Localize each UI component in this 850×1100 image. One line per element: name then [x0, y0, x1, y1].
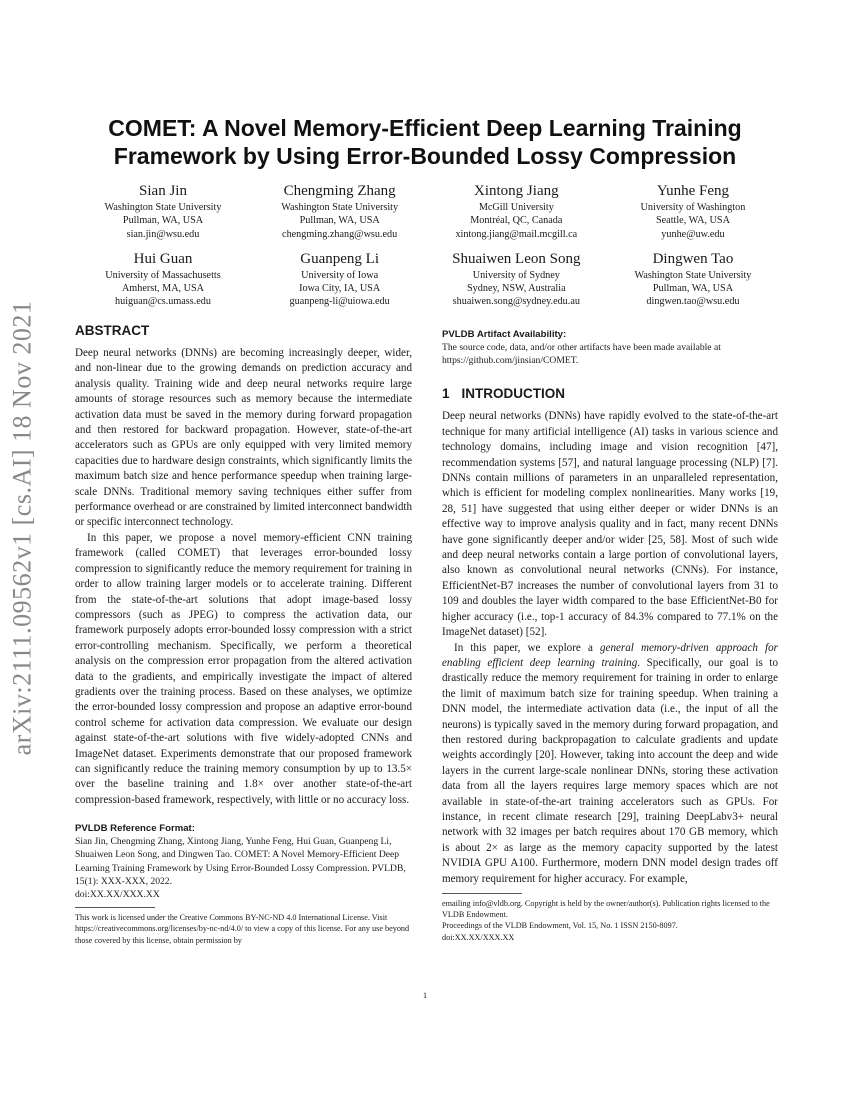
author-row-2 [78, 250, 778, 309]
author-name: Sian Jin [139, 183, 187, 199]
page-number: 1 [422, 990, 428, 1000]
left-column [75, 322, 412, 946]
license-note: This work is licensed under the Creative Commons BY-NC-ND 4.0 International License. Visit https://creativecommons.org/licenses/by-nc-nd/4.0/ to view a copy of this license. For any use beyond those covered by this license, obtain permission by [75, 913, 410, 945]
author-name: Guanpeng Li [300, 250, 380, 267]
author-location: Seattle, WA, USA [655, 215, 730, 227]
author-affiliation: University of Washington [640, 202, 746, 213]
author-name: Dingwen Tao [652, 250, 734, 267]
author-name: Xintong Jiang [474, 183, 559, 199]
intro-paragraph-1: Deep neural networks (DNNs) have rapidly evolved to the state-of-the-art technique for many artificial intelligence (AI) tasks in various science and technology domains, including image and vision recognition [47], recommendation systems [57], and natural language processing (NLP) [7]. DNNs contain millions of parameters in an unparalleled representation, which is efficient for modeling complex nonlinearities. Many works [19, 28, 51] have suggested that using either deeper or wider DNNs is an effective way to improve analysis quality and in fact, many recent DNNs have gone significantly deeper and/or wider [25, 58]. Most of such wide and deep neural networks contain a large portion of convolutional layers, also known as convolutional neural networks (CNNs). For instance, EfficientNet-B7 increases the number of convolutional layers from 31 to 109 and doubles the layer width compared to the base EfficientNet-B0 for higher accuracy (i.e., top-1 accuracy of 84.3% compared to 77.1% on the ImageNet dataset) [52]. [442, 410, 778, 639]
author-block [78, 182, 778, 318]
author-affiliation: Washington State University [634, 269, 752, 281]
author-location: Pullman, WA, USA [122, 215, 204, 227]
arxiv-watermark [5, 298, 39, 758]
author-row-1 [78, 182, 778, 241]
footnote-copyright: emailing info@vldb.org. Copyright is held by the owner/author(s). Publication rights licensed to the VLDB Endowment. [442, 899, 770, 920]
author-hui-guan [78, 250, 248, 309]
section-title: INTRODUCTION [461, 386, 566, 402]
author-affiliation: Washington State University [104, 202, 222, 213]
footnote-proceedings: Proceedings of the VLDB Endowment, Vol. 15, No. 1 ISSN 2150-8097. [442, 921, 678, 931]
intro-p2-rest: . Specifically, our goal is to drastically reduce the memory requirement for training in order to enlarge the limit of maximum batch size for training speedup. When training a DNN model, the intermediate activation data (i.e., the input of all the neurons) is typically saved in the memory during forward propagation, and then restored during backpropagation to calculate gradients and update weights accordingly [20]. However, taking into account the deep and wide layers in the current large-scale nonlinear DNNs, storing these activation data from all the layers requires large memory spaces which are not available in state-of-the-art training accelerators such as GPUs. For instance, in recent climate research [29], training DeepLabv3+ neural network with 32 images per batch requires about 170 GB memory, which is about 2× as large as the memory capacity supported by the latest NVIDIA GPU A100. Furthermore, modern DNN model design trades off memory requirement for higher accuracy. For example, [442, 656, 779, 885]
footnote-rule-right [442, 893, 522, 894]
title-line-2: Framework by Using Error-Bounded Lossy Compression [113, 143, 737, 169]
author-location: Pullman, WA, USA [299, 215, 380, 227]
author-xintong-jiang [431, 182, 601, 241]
intro-p2-start: In this paper, we explore a [454, 641, 600, 654]
author-email[interactable]: huiguan@cs.umass.edu [115, 296, 211, 308]
abstract-paragraph-2: In this paper, we propose a novel memory-efficient CNN training framework (called COMET) that leverages error-bounded lossy compression to significantly reduce the memory requirement for training in order to allow training larger models or to accelerate training. Different from the state-of-the-art solutions that adopt image-based lossy compressors (such as JPEG) to compress the activation data, our framework purposely adopts error-bounded lossy compression with a strict error-controlling mechanism. Specifically, we perform a theoretical analysis on the compression error propagation from the altered activation data to the gradients, and empirically investigate the impact of altered gradients over the training process. Based on these analyses, we optimize the error-bounded lossy compression and propose an adaptive error-bound control scheme for activation data compression. We evaluate our design against state-of-the-art solutions with five widely-adopted CNNs and ImageNet dataset. Experiments demonstrate that our proposed framework can significantly reduce the training memory consumption by up to 13.5× over the baseline training and 1.8× over another state-of-the-art compression-based framework, respectively, with little or no accuracy loss. [75, 531, 412, 806]
author-location: Pullman, WA, USA [652, 283, 734, 295]
author-email[interactable]: guanpeng-li@uiowa.edu [289, 296, 390, 308]
author-location: Montréal, QC, Canada [470, 215, 563, 227]
title-line-1: COMET: A Novel Memory-Efficient Deep Learning Training [108, 115, 742, 141]
author-email[interactable]: shuaiwen.song@sydney.edu.au [452, 296, 580, 308]
reference-format-heading: PVLDB Reference Format: [75, 823, 195, 835]
artifact-heading: PVLDB Artifact Availability: [442, 329, 567, 340]
section-number: 1 [442, 386, 450, 402]
author-name: Hui Guan [133, 250, 193, 267]
author-location: Amherst, MA, USA [121, 283, 205, 295]
intro-paragraph-2 [442, 641, 778, 888]
footnote-doi: doi:XX.XX/XXX.XX [442, 932, 515, 942]
arxiv-id: arXiv:2111.09562v1 [cs.AI] 18 Nov 2021 [7, 300, 36, 756]
author-name: Chengming Zhang [283, 183, 396, 199]
footnote-rule [75, 907, 155, 908]
author-yunhe-feng [608, 182, 778, 241]
author-affiliation: Washington State University [281, 202, 399, 213]
author-location: Sydney, NSW, Australia [467, 283, 566, 295]
author-affiliation: University of Iowa [301, 269, 379, 281]
reference-doi: doi:XX.XX/XXX.XX [75, 889, 160, 900]
intro-p2-emphasis: general memory-driven approach for enabling efficient deep learning training [442, 641, 778, 669]
author-name: Yunhe Feng [656, 183, 729, 199]
author-guanpeng-li [255, 250, 425, 309]
abstract-heading: ABSTRACT [75, 323, 150, 338]
author-email[interactable]: xintong.jiang@mail.mcgill.ca [455, 228, 578, 240]
author-affiliation: University of Sydney [472, 269, 560, 281]
author-location: Iowa City, IA, USA [299, 283, 381, 295]
right-column [442, 328, 778, 943]
artifact-text: The source code, data, and/or other artifacts have been made available at https://github.com/jinsian/COMET. [442, 342, 721, 367]
introduction-heading [442, 385, 778, 403]
author-email[interactable]: yunhe@uw.edu [661, 228, 725, 240]
reference-format-text: Sian Jin, Chengming Zhang, Xintong Jiang, Yunhe Feng, Hui Guan, Guanpeng Li, Shuaiwen Leon Song, and Dingwen Tao. COMET: A Novel Memory-Efficient Deep Learning Training Framework by Using Error-Bounded Lossy Compression. PVLDB, 15(1): XXX-XXX, 2022. [75, 836, 406, 887]
author-affiliation: University of Massachusetts [105, 269, 221, 281]
author-shuaiwen-leon-song [431, 250, 601, 309]
author-affiliation: McGill University [478, 202, 554, 213]
author-sian-jin [78, 182, 248, 241]
author-email[interactable]: dingwen.tao@wsu.edu [646, 296, 740, 308]
paper-title [80, 114, 770, 170]
abstract-paragraph-1: Deep neural networks (DNNs) are becoming increasingly deeper, wider, and non-linear due to the growing demands on prediction accuracy and analysis quality. Training wide and deep neural networks require large amounts of storage resources such as memory because the intermediate activation data must be saved in the memory during forward propagation and then restored for backward propagation. However, state-of-the-art accelerators such as GPUs are only equipped with very limited memory capacities due to hardware design constraints, which significantly limits the maximum batch size and hence performance speedup when training large-scale DNNs. Traditional memory saving techniques either suffer from performance overhead or are constrained by limited interconnect bandwidth or specific interconnect technology. [75, 347, 412, 529]
author-email[interactable]: sian.jin@wsu.edu [126, 228, 200, 240]
author-name: Shuaiwen Leon Song [452, 250, 581, 267]
author-dingwen-tao [608, 250, 778, 309]
author-chengming-zhang [255, 182, 425, 241]
author-email[interactable]: chengming.zhang@wsu.edu [282, 228, 398, 240]
